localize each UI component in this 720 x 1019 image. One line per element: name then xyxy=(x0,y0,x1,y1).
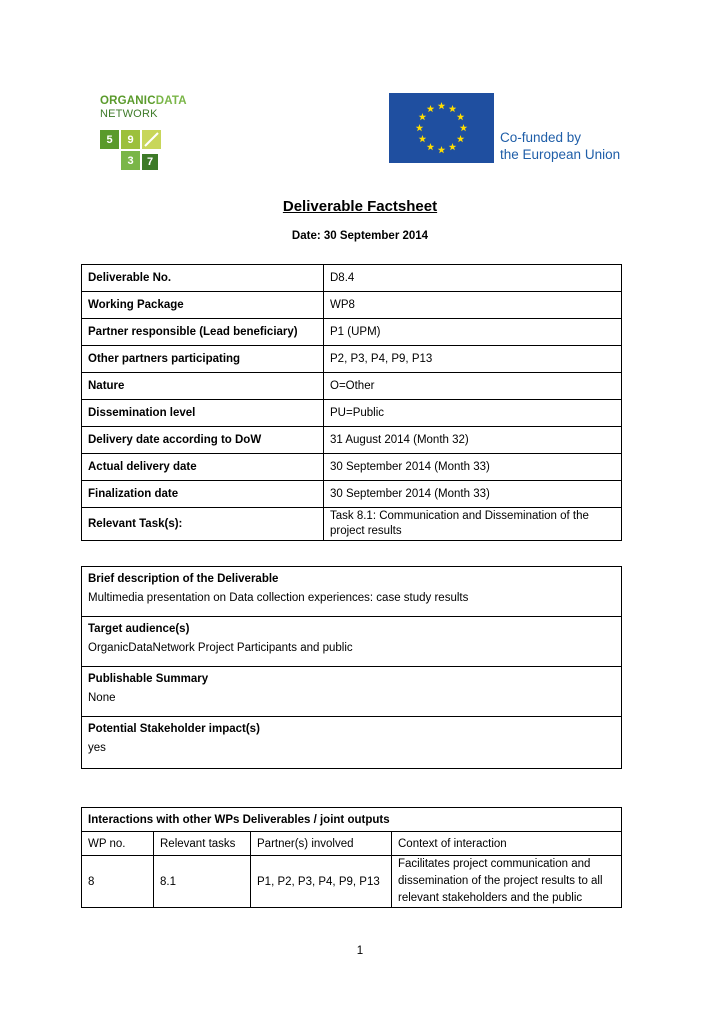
table-row xyxy=(82,856,622,908)
fact-key: Relevant Task(s): xyxy=(82,508,324,541)
fact-key: Finalization date xyxy=(82,481,324,508)
deliverable-description-table xyxy=(81,566,622,769)
section-heading: Publishable Summary xyxy=(88,673,209,685)
table-cell: P1, P2, P3, P4, P9, P13 xyxy=(251,856,392,908)
table-row xyxy=(82,667,622,717)
fact-value: D8.4 xyxy=(324,265,622,292)
logo-text-data: DATA xyxy=(155,95,187,107)
table-row xyxy=(82,481,622,508)
fact-value: 30 September 2014 (Month 33) xyxy=(324,454,622,481)
table-header-row xyxy=(82,832,622,856)
leaf-icon xyxy=(142,130,161,149)
fact-value: WP8 xyxy=(324,292,622,319)
section-text: yes xyxy=(88,742,106,754)
column-header: Context of interaction xyxy=(392,832,622,856)
column-header: WP no. xyxy=(82,832,154,856)
table-row xyxy=(82,508,622,541)
column-header: Partner(s) involved xyxy=(251,832,392,856)
table-row xyxy=(82,617,622,667)
section-heading: Brief description of the Deliverable xyxy=(88,573,279,585)
logo-tile-5: 5 xyxy=(100,130,119,149)
fact-key: Actual delivery date xyxy=(82,454,324,481)
logo-tile-blank xyxy=(142,130,161,149)
logo-tile-7: 7 xyxy=(142,154,158,170)
section-text: Multimedia presentation on Data collection experiences: case study results xyxy=(88,592,469,604)
table-row xyxy=(82,717,622,769)
fact-value: 31 August 2014 (Month 32) xyxy=(324,427,622,454)
fact-value: P2, P3, P4, P9, P13 xyxy=(324,346,622,373)
fact-key: Deliverable No. xyxy=(82,265,324,292)
table-row xyxy=(82,373,622,400)
section-heading: Potential Stakeholder impact(s) xyxy=(88,723,260,735)
logo-text-organic: ORGANIC xyxy=(100,95,156,107)
table-row xyxy=(82,427,622,454)
table-row xyxy=(82,292,622,319)
table-row xyxy=(82,319,622,346)
page-number: 1 xyxy=(356,945,364,957)
fact-value: Task 8.1: Communication and Dissemination of the project results xyxy=(324,508,622,541)
fact-value: P1 (UPM) xyxy=(324,319,622,346)
fact-key: Nature xyxy=(82,373,324,400)
table-title-row xyxy=(82,808,622,832)
table-cell: 8.1 xyxy=(154,856,251,908)
interactions-table xyxy=(81,807,622,908)
section-text: OrganicDataNetwork Project Participants and public xyxy=(88,642,353,654)
eu-flag-icon xyxy=(389,93,494,163)
eu-text-line2: the European Union xyxy=(500,147,621,162)
table-row xyxy=(82,400,622,427)
table-cell: 8 xyxy=(82,856,154,908)
deliverable-facts-table xyxy=(81,264,622,541)
page-title: Deliverable Factsheet xyxy=(282,198,438,215)
eu-text-line1: Co-funded by xyxy=(500,130,582,145)
section-text: None xyxy=(88,692,116,704)
fact-value: 30 September 2014 (Month 33) xyxy=(324,481,622,508)
logo-text-network: NETWORK xyxy=(100,108,158,120)
document-date: Date: 30 September 2014 xyxy=(291,230,429,242)
table-row xyxy=(82,567,622,617)
logo-tile-9: 9 xyxy=(121,130,140,149)
organic-data-network-logo xyxy=(100,95,200,175)
fact-value: PU=Public xyxy=(324,400,622,427)
fact-key: Dissemination level xyxy=(82,400,324,427)
column-header: Relevant tasks xyxy=(154,832,251,856)
table-row xyxy=(82,265,622,292)
table-cell: Facilitates project communication and dissemination of the project results to all relevant stakeholders and the public xyxy=(392,856,622,908)
interactions-title: Interactions with other WPs Deliverables / joint outputs xyxy=(82,808,622,832)
fact-key: Partner responsible (Lead beneficiary) xyxy=(82,319,324,346)
logo-tile-3: 3 xyxy=(121,151,140,170)
fact-value: O=Other xyxy=(324,373,622,400)
fact-key: Delivery date according to DoW xyxy=(82,427,324,454)
table-row xyxy=(82,346,622,373)
section-heading: Target audience(s) xyxy=(88,623,190,635)
fact-key: Working Package xyxy=(82,292,324,319)
eu-cofunded-text xyxy=(500,129,620,163)
table-row xyxy=(82,454,622,481)
fact-key: Other partners participating xyxy=(82,346,324,373)
